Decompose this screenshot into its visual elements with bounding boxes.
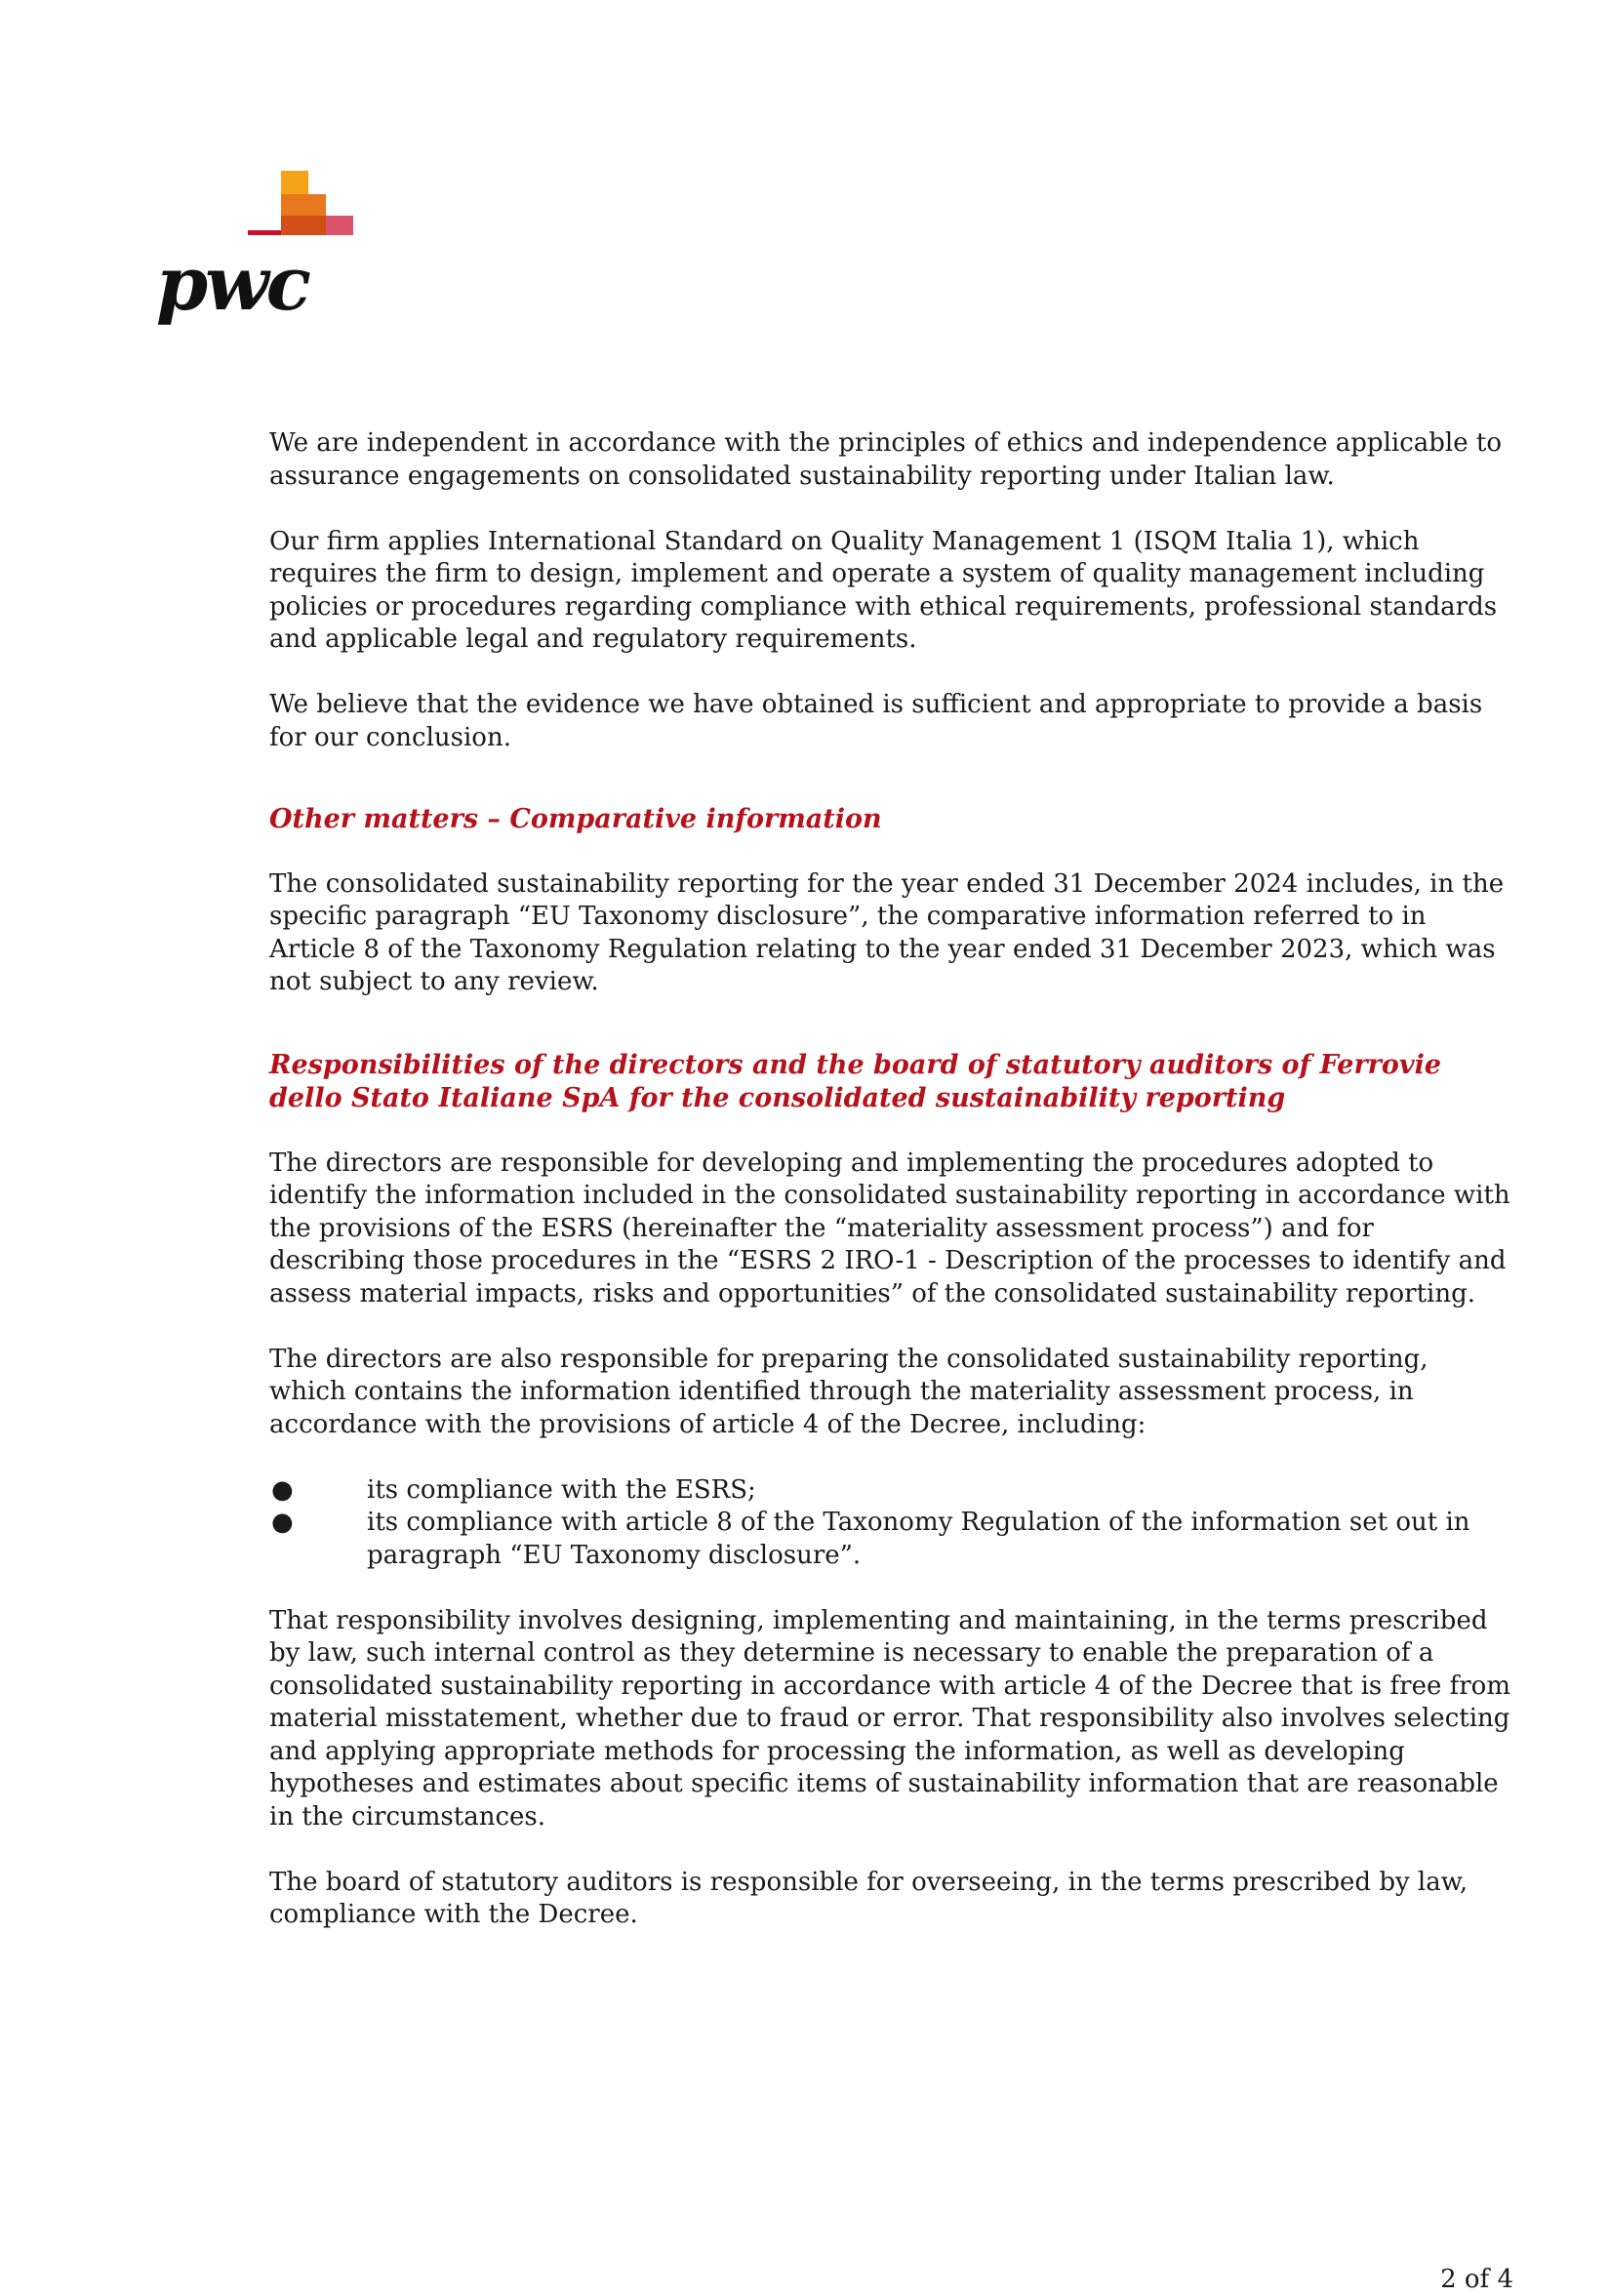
evidence-paragraph: We believe that the evidence we have obtained is sufficient and appropriate to provide a basis for our conclusion. [269, 690, 1483, 752]
compliance-list [269, 1474, 1510, 1573]
page-number: 2 of 4 [1440, 2265, 1513, 2294]
pwc-logo [154, 171, 359, 327]
logo-block-orange-dark [281, 216, 326, 235]
directors-preparation-paragraph: The directors are also responsible for preparing the consolidated sustainability reporting, which contains the information identified through the materiality assessment process, in accordance with the provisions of article 4 of the Decree, including: [269, 1344, 1428, 1439]
heading-responsibilities: Responsibilities of the directors and the board of statutory auditors of Ferrovie dello Stato Italiane SpA for the consolidated sustainability reporting [269, 1050, 1442, 1113]
heading-other-matters: Other matters – Comparative information [269, 803, 882, 834]
internal-control-paragraph: That responsibility involves designing, implementing and maintaining, in the terms prescribed by law, such internal control as they determine is necessary to enable the preparation of a consolidated sustainability reporting in accordance with article 4 of the Decree that is free from material misstatement, whether due to fraud or error. That responsibility also involves selecting and applying appropriate methods for processing the information, as well as developing hypotheses and estimates about specific items of sustainability information that are reasonable in the circumstances. [269, 1605, 1510, 1832]
logo-block-orange-light [281, 171, 308, 194]
list-item-text: its compliance with the ESRS; [367, 1474, 756, 1505]
statutory-auditors-paragraph: The board of statutory auditors is responsible for overseeing, in the terms prescribed by law, compliance with the Decree. [269, 1867, 1468, 1929]
list-item [269, 1507, 1510, 1572]
logo-block-pink [326, 216, 353, 235]
quality-management-paragraph: Our firm applies International Standard on Quality Management 1 (ISQM Italia 1), which requires the firm to design, implement and operate a system of quality management including policies or procedures regarding compliance with ethical requirements, professional standards and applicable legal and regulatory requirements. [269, 526, 1498, 654]
list-item [269, 1474, 1510, 1508]
independence-paragraph: We are independent in accordance with the principles of ethics and independence applicable to assurance engagements on consolidated sustainability reporting under Italian law. [269, 428, 1502, 491]
logo-block-red [248, 230, 281, 235]
directors-procedures-paragraph: The directors are responsible for developing and implementing the procedures adopted to identify the information included in the consolidated sustainability reporting in accordance with the provisions of the ESRS (hereinafter the “materiality assessment process”) and for describing those procedures in the “ESRS 2 IRO-1 - Description of the processes to identify and assess material impacts, risks and opportunities” of the consolidated sustainability reporting. [269, 1148, 1510, 1309]
list-item-text: its compliance with article 8 of the Taxonomy Regulation of the information set out in paragraph “EU Taxonomy disclosure”. [367, 1508, 1470, 1570]
report-body [269, 427, 1510, 1964]
bullet-icon: ● [271, 1508, 294, 1537]
spacer [269, 787, 1510, 803]
logo-block-orange [281, 194, 326, 216]
logo-wordmark: pwc [156, 240, 308, 327]
comparative-information-paragraph: The consolidated sustainability reporting for the year ended 31 December 2024 includes, in the specific paragraph “EU Taxonomy disclosure”, the comparative information referred to in Article 8 of the Taxonomy Regulation relating to the year ended 31 December 2023, which was not subject to any review. [269, 868, 1505, 996]
spacer [269, 1031, 1510, 1049]
bullet-icon: ● [271, 1474, 294, 1505]
